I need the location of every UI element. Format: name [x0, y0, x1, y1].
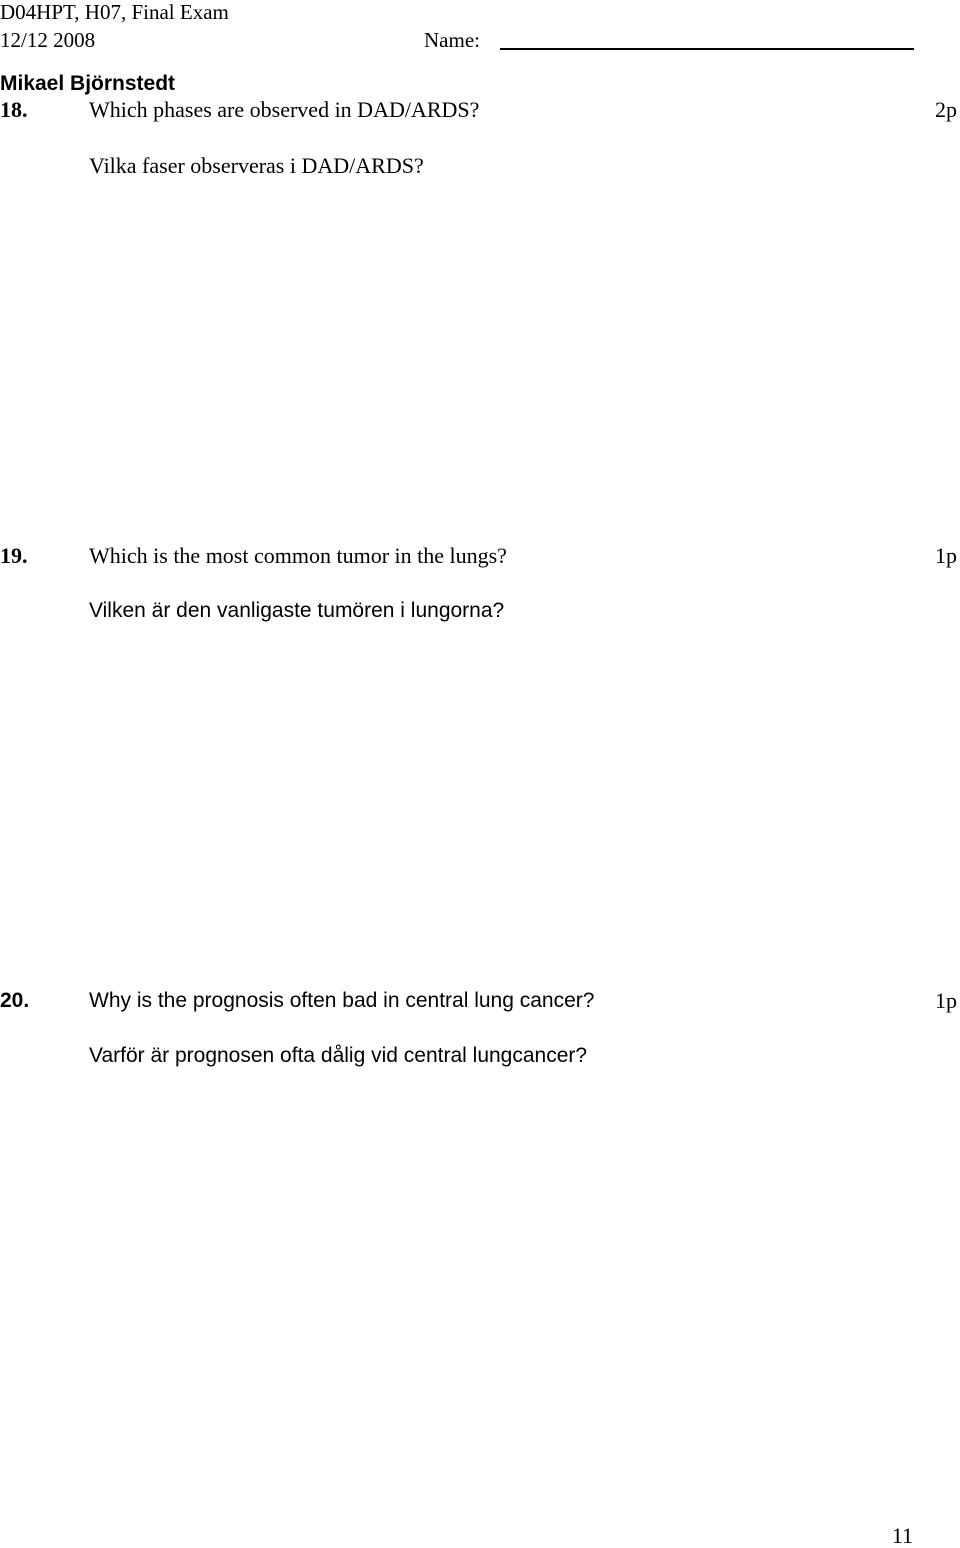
question-points: 2p [935, 97, 957, 122]
question-number: 18. [0, 97, 28, 122]
name-label: Name: [424, 28, 480, 52]
question-text-en: Which phases are observed in DAD/ARDS? [89, 97, 480, 122]
question-points: 1p [935, 543, 957, 568]
question-number: 19. [0, 543, 28, 568]
exam-date: 12/12 2008 [0, 28, 96, 52]
question-text-sv: Varför är prognosen ofta dålig vid central lungcancer? [89, 1044, 588, 1067]
question-number: 20. [0, 989, 30, 1012]
author-name: Mikael Björnstedt [0, 72, 176, 95]
page-number: 11 [891, 1523, 913, 1548]
question-text-sv: Vilka faser observeras i DAD/ARDS? [89, 153, 424, 178]
question-text-sv: Vilken är den vanligaste tumören i lungorna? [89, 599, 505, 622]
course-title: D04HPT, H07, Final Exam [0, 0, 229, 24]
question-text-en: Why is the prognosis often bad in central lung cancer? [89, 989, 595, 1012]
question-points: 1p [935, 988, 957, 1013]
question-text-en: Which is the most common tumor in the lungs? [89, 543, 507, 568]
name-answer-line[interactable] [500, 48, 914, 50]
